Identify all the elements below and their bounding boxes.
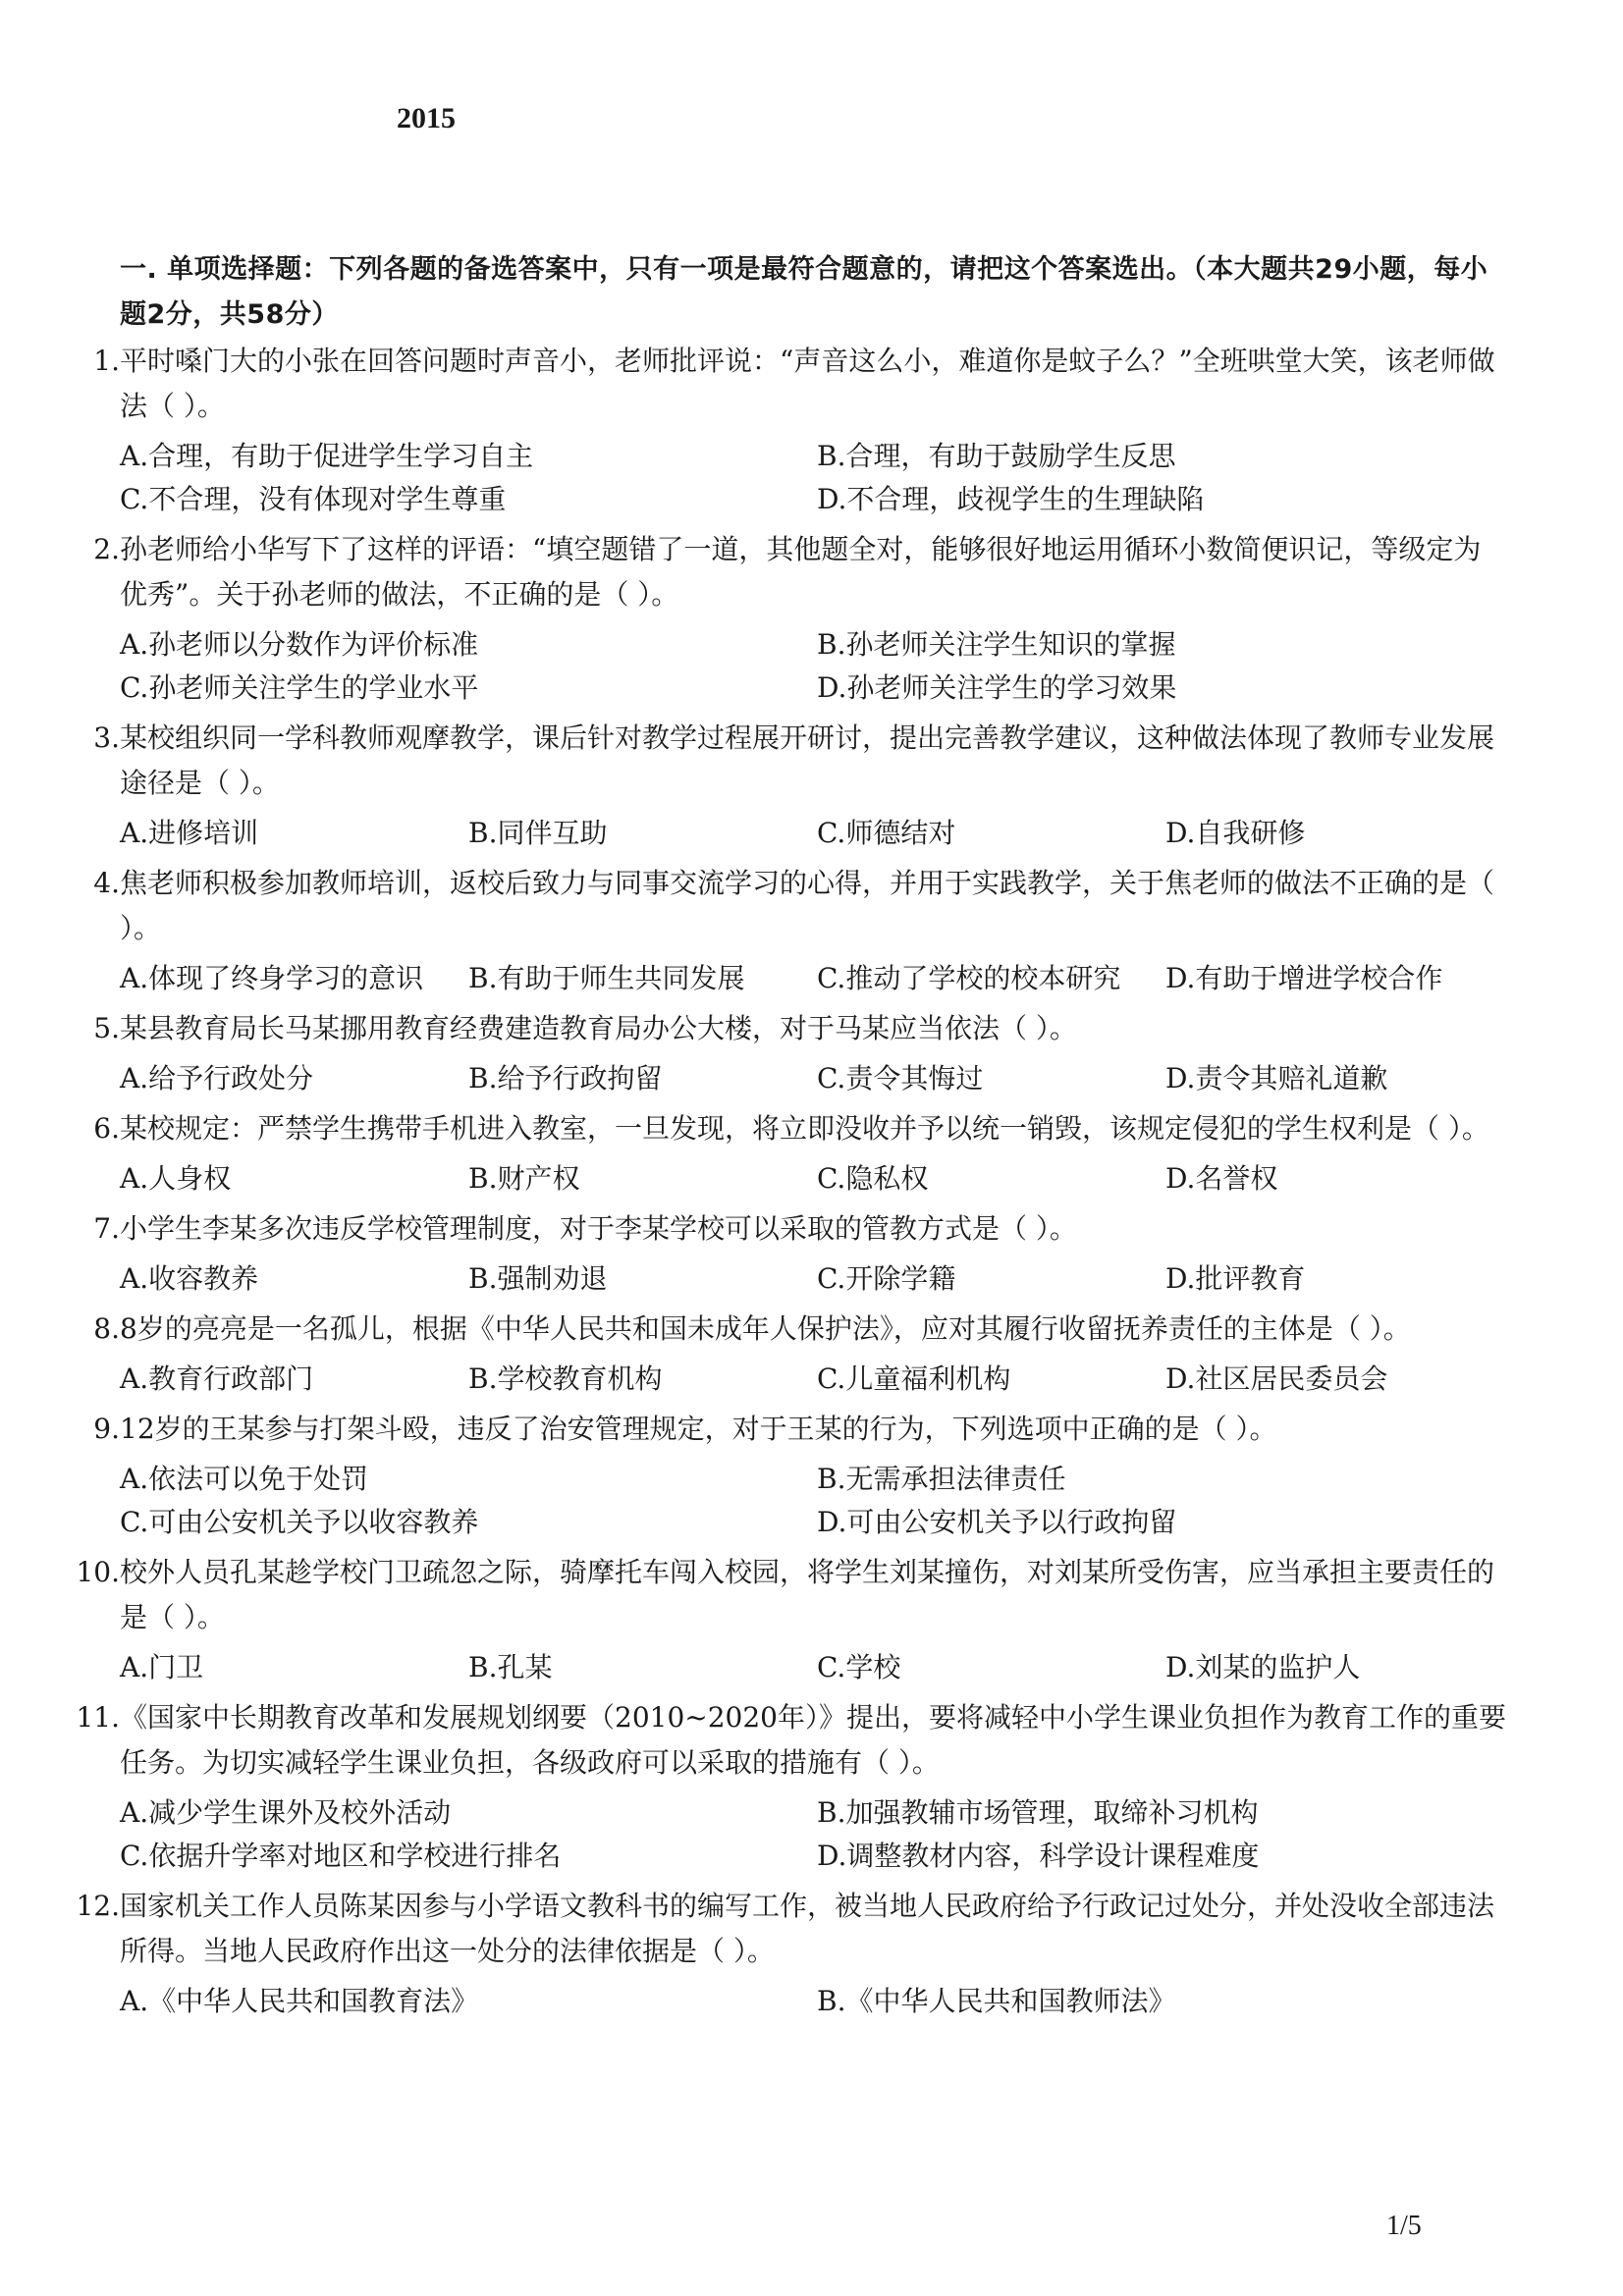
answer-option: C.不合理，没有体现对学生尊重 xyxy=(120,483,507,515)
question-number: 7. xyxy=(93,1212,120,1245)
answer-option: D.调整教材内容，科学设计课程难度 xyxy=(817,1840,1260,1872)
question-number: 1. xyxy=(93,345,120,377)
answer-option: A.孙老师以分数作为评价标准 xyxy=(120,628,479,661)
question-stem xyxy=(0,1407,1623,1452)
question-stem xyxy=(0,1884,1623,1974)
question-item xyxy=(0,1106,1623,1201)
answer-option: B.财产权 xyxy=(468,1162,580,1195)
question-stem xyxy=(0,339,1623,429)
question-stem xyxy=(0,1695,1623,1786)
question-item xyxy=(0,339,1623,521)
answer-option: C.儿童福利机构 xyxy=(817,1362,1011,1395)
answer-option: D.责令其赔礼道歉 xyxy=(1165,1062,1388,1095)
answer-option: C.开除学籍 xyxy=(817,1262,956,1295)
question-item xyxy=(0,1206,1623,1301)
answer-options xyxy=(0,1358,1514,1401)
question-list xyxy=(0,339,1623,2029)
question-text: 校外人员孔某趁学校门卫疏忽之际，骑摩托车闯入校园，将学生刘某撞伤，对刘某所受伤害，应当承担主要责任的是（ ）。 xyxy=(120,1556,1495,1633)
question-text: 8岁的亮亮是一名孤儿，根据《中华人民共和国未成年人保护法》，应对其履行收留抚养责任的主体是（ ）。 xyxy=(120,1312,1411,1345)
answer-option: C.师德结对 xyxy=(817,817,956,849)
question-item xyxy=(0,1550,1623,1689)
question-number: 3. xyxy=(93,721,120,754)
question-number: 6. xyxy=(93,1112,120,1145)
answer-option: D.社区居民委员会 xyxy=(1165,1362,1388,1395)
question-text: 某县教育局长马某挪用教育经费建造教育局办公大楼，对于马某应当依法（ ）。 xyxy=(120,1012,1077,1044)
question-item xyxy=(0,1884,1623,2023)
question-number: 4. xyxy=(93,867,120,899)
question-stem xyxy=(0,1106,1623,1151)
question-number: 8. xyxy=(93,1312,120,1345)
answer-option: A.给予行政处分 xyxy=(120,1062,314,1095)
answer-option: B.《中华人民共和国教师法》 xyxy=(817,1985,1176,2017)
question-item xyxy=(0,716,1623,855)
answer-option: A.依法可以免于处罚 xyxy=(120,1463,369,1495)
answer-options xyxy=(0,1980,1514,2023)
answer-option: D.批评教育 xyxy=(1165,1262,1306,1295)
answer-options xyxy=(0,435,1514,521)
answer-option: A.进修培训 xyxy=(120,817,259,849)
question-number: 9. xyxy=(93,1413,120,1445)
question-item xyxy=(0,1407,1623,1544)
question-text: 平时嗓门大的小张在回答问题时声音小，老师批评说：“声音这么小，难道你是蚊子么？”全班哄堂大笑，该老师做法（ ）。 xyxy=(120,345,1495,422)
question-stem xyxy=(0,1307,1623,1352)
answer-option: B.孔某 xyxy=(468,1651,553,1683)
question-text: 小学生李某多次违反学校管理制度，对于李某学校可以采取的管教方式是（ ）。 xyxy=(120,1212,1077,1245)
answer-option: D.不合理，歧视学生的生理缺陷 xyxy=(817,483,1205,515)
answer-option: C.孙老师关注学生的学业水平 xyxy=(120,671,479,704)
answer-options xyxy=(0,1157,1514,1201)
answer-option: B.加强教辅市场管理，取缔补习机构 xyxy=(817,1796,1259,1829)
answer-option: B.同伴互助 xyxy=(468,817,608,849)
answer-options xyxy=(0,1646,1514,1689)
answer-options xyxy=(0,1791,1514,1878)
answer-option: D.可由公安机关予以行政拘留 xyxy=(817,1506,1177,1538)
answer-option: B.有助于师生共同发展 xyxy=(468,962,745,994)
answer-option: B.孙老师关注学生知识的掌握 xyxy=(817,628,1176,661)
answer-option: B.给予行政拘留 xyxy=(468,1062,663,1095)
question-item xyxy=(0,1006,1623,1100)
question-text: 国家机关工作人员陈某因参与小学语文教科书的编写工作，被当地人民政府给予行政记过处分，并处没收全部违法所得。当地人民政府作出这一处分的法律依据是（ ）。 xyxy=(120,1890,1495,1967)
answer-options xyxy=(0,812,1514,855)
question-text: 焦老师积极参加教师培训，返校后致力与同事交流学习的心得，并用于实践教学，关于焦老师的做法不正确的是（ ）。 xyxy=(120,867,1495,944)
answer-option: D.孙老师关注学生的学习效果 xyxy=(817,671,1177,704)
answer-option: C.推动了学校的校本研究 xyxy=(817,962,1121,994)
question-stem xyxy=(0,1206,1623,1252)
question-stem xyxy=(0,1006,1623,1051)
question-number: 11. xyxy=(76,1701,120,1734)
question-item xyxy=(0,1695,1623,1878)
question-number: 10. xyxy=(76,1556,120,1588)
answer-options xyxy=(0,623,1514,710)
question-stem xyxy=(0,861,1623,951)
question-item xyxy=(0,861,1623,1000)
answer-options xyxy=(0,957,1514,1000)
answer-option: A.体现了终身学习的意识 xyxy=(120,962,424,994)
answer-option: B.无需承担法律责任 xyxy=(817,1463,1066,1495)
answer-option: C.责令其悔过 xyxy=(817,1062,984,1095)
answer-option: A.门卫 xyxy=(120,1651,204,1683)
answer-options xyxy=(0,1257,1514,1301)
answer-option: A.减少学生课外及校外活动 xyxy=(120,1796,452,1829)
question-number: 2. xyxy=(93,533,120,565)
answer-option: D.自我研修 xyxy=(1165,817,1306,849)
section-title: 一. 单项选择题：下列各题的备选答案中，只有一项是最符合题意的，请把这个答案选出。（本大题共29小题，每小题2分，共58分） xyxy=(120,254,1488,330)
question-item xyxy=(0,527,1623,710)
question-text: 12岁的王某参与打架斗殴，违反了治安管理规定，对于王某的行为，下列选项中正确的是（ ）。 xyxy=(120,1413,1277,1445)
answer-option: C.隐私权 xyxy=(817,1162,929,1195)
answer-options xyxy=(0,1057,1514,1100)
question-stem xyxy=(0,1550,1623,1640)
question-stem xyxy=(0,716,1623,806)
answer-option: D.名誉权 xyxy=(1165,1162,1278,1195)
question-text: 孙老师给小华写下了这样的评语：“填空题错了一道，其他题全对，能够很好地运用循环小数简便识记，等级定为优秀”。关于孙老师的做法，不正确的是（ ）。 xyxy=(120,533,1482,611)
answer-option: C.学校 xyxy=(817,1651,901,1683)
answer-option: A.合理，有助于促进学生学习自主 xyxy=(120,440,534,472)
answer-option: C.依据升学率对地区和学校进行排名 xyxy=(120,1840,562,1872)
question-number: 5. xyxy=(93,1012,120,1044)
question-text: 某校组织同一学科教师观摩教学，课后针对教学过程展开研讨，提出完善教学建议，这种做法体现了教师专业发展途径是（ ）。 xyxy=(120,721,1495,799)
answer-option: D.有助于增进学校合作 xyxy=(1165,962,1443,994)
answer-option: B.强制劝退 xyxy=(468,1262,608,1295)
answer-option: C.可由公安机关予以收容教养 xyxy=(120,1506,479,1538)
answer-option: A.人身权 xyxy=(120,1162,232,1195)
question-stem xyxy=(0,527,1623,617)
question-text: 《国家中长期教育改革和发展规划纲要（2010~2020年）》提出，要将减轻中小学生课业负担作为教育工作的重要任务。为切实减轻学生课业负担，各级政府可以采取的措施有（ ）。 xyxy=(120,1701,1506,1779)
question-number: 12. xyxy=(76,1890,120,1922)
answer-option: A.教育行政部门 xyxy=(120,1362,314,1395)
question-item xyxy=(0,1307,1623,1401)
answer-option: A.收容教养 xyxy=(120,1262,259,1295)
answer-option: D.刘某的监护人 xyxy=(1165,1651,1361,1683)
answer-option: B.学校教育机构 xyxy=(468,1362,663,1395)
exam-year: 2015 xyxy=(397,102,456,134)
page-number: 1/5 xyxy=(1386,2211,1422,2241)
answer-option: B.合理，有助于鼓励学生反思 xyxy=(817,440,1176,472)
answer-options xyxy=(0,1458,1514,1544)
answer-option: A.《中华人民共和国教育法》 xyxy=(120,1985,479,2017)
question-text: 某校规定：严禁学生携带手机进入教室，一旦发现，将立即没收并予以统一销毁，该规定侵犯的学生权利是（ ）。 xyxy=(120,1112,1489,1145)
